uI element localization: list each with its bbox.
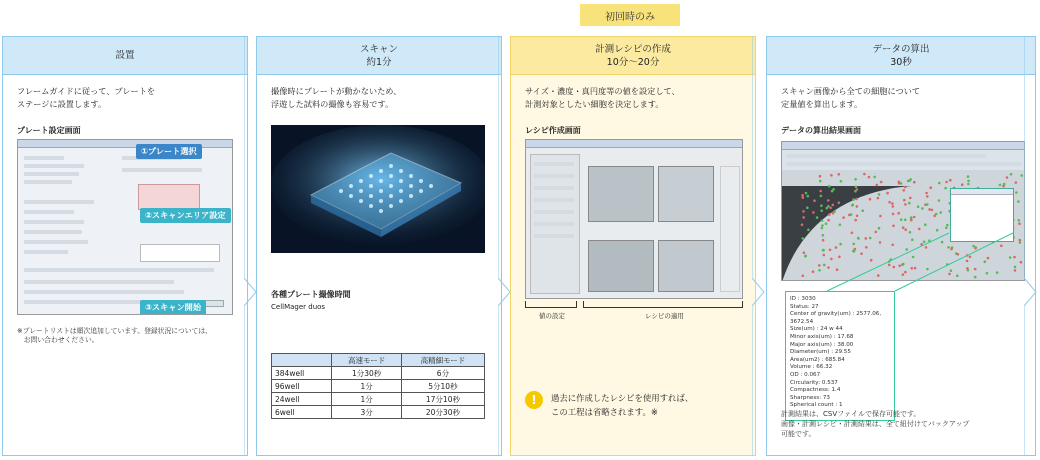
data-line: ID : 3030 [790, 296, 816, 302]
step-title: データの算出 [872, 43, 930, 55]
micrograph-1 [588, 166, 654, 222]
step-duration: 約1分 [366, 56, 392, 68]
step-scan-panel [256, 36, 502, 456]
plate-setting-screenshot [17, 139, 233, 315]
data-line: Minor axis(um) : 17.68 [790, 333, 854, 340]
step-duration: 30秒 [890, 56, 912, 68]
data-line: Circularity: 0.537 [790, 379, 838, 386]
first-time-only-badge: 初回時のみ [580, 4, 680, 26]
arrow-end [1024, 36, 1038, 456]
table-cell: 17分10秒 [401, 393, 484, 406]
well-plate-photo [271, 125, 485, 253]
step-description: 撮像時にプレートが動かないため、 浮遊した試料の撮像も容易です。 [271, 86, 402, 109]
step-recipe-panel [510, 36, 756, 456]
plate-list-note: ※プレートリストは順次追加しています。登録状況については、 お問い合わせください。 [17, 327, 212, 344]
step-header [3, 37, 247, 75]
step-duration: 10分～20分 [606, 56, 660, 68]
table-title: 各種プレート撮像時間 [271, 290, 351, 299]
step-description: フレームガイドに従って、プレートを ステージに設置します。 [17, 86, 156, 109]
micrograph-2 [658, 166, 714, 222]
data-line: Center of gravity(um) : 2577.06, 3672.54 [790, 311, 882, 325]
data-line: Sharpness: 73 [790, 394, 830, 401]
step-title: 計測レシピの作成 [595, 43, 671, 55]
data-line: OD : 0.067 [790, 371, 821, 378]
table-cell: 384well [272, 367, 332, 380]
table-header-cell: 高速モード [332, 354, 401, 367]
data-line: Volume : 66.32 [790, 364, 833, 371]
screen-title: レシピ作成画面 [525, 126, 581, 135]
callout-scan-area: ②スキャンエリア設定 [140, 208, 231, 223]
bracket-label-apply: レシピの適用 [645, 312, 684, 320]
step-calc-panel [766, 36, 1036, 456]
callout-scan-start: ③スキャン開始 [140, 300, 206, 315]
step-description: サイズ・濃度・真円度等の値を設定して、 計測対象としたい細胞を決定します。 [525, 86, 680, 109]
table-row [272, 367, 485, 380]
arrow-step-3-4 [752, 36, 766, 456]
data-line: Diameter(um) : 29.55 [790, 349, 851, 356]
table-cell: 1分 [332, 393, 401, 406]
table-cell: 1分30秒 [332, 367, 401, 380]
data-line: Size(um) : 24 w 44 [790, 326, 843, 333]
micrograph-3 [588, 240, 654, 292]
table-row [272, 380, 485, 393]
bracket-label-settings: 値の設定 [539, 312, 565, 320]
imaging-time-table [271, 353, 485, 419]
data-line: Major axis(um) : 38.00 [790, 341, 854, 348]
table-cell: 6well [272, 406, 332, 419]
window-titlebar [526, 140, 742, 148]
table-cell: 20分30秒 [401, 406, 484, 419]
data-line: Status: 27 [790, 303, 819, 310]
table-caption: CellMager duos [271, 303, 326, 311]
step-title: スキャン [359, 43, 398, 55]
table-cell: 6分 [401, 367, 484, 380]
screen-title: データの算出結果画面 [781, 126, 861, 135]
step-title: 設置 [115, 50, 135, 61]
micrograph-4 [658, 240, 714, 292]
data-line: Spherical count : 1 [790, 402, 843, 409]
step-install-panel [2, 36, 248, 456]
recipe-screenshot [525, 139, 743, 299]
table-cell: 5分10秒 [401, 380, 484, 393]
exclamation-icon: ! [525, 391, 543, 409]
step-description: スキャン画像から全ての細胞について 定量値を算出します。 [781, 86, 921, 109]
plate-grid [138, 184, 200, 210]
recipe-reuse-tip: ! 過去に作成したレシピを使用すれば、 この工程は省略されます。※ [525, 391, 745, 419]
callout-plate-select: ①プレート選択 [136, 144, 202, 159]
table-header-cell: 高精細モード [401, 354, 484, 367]
table-cell: 3分 [332, 406, 401, 419]
table-row [272, 406, 485, 419]
data-line: Area(um2) : 685.84 [790, 356, 845, 363]
step-header [257, 37, 501, 75]
csv-export-note: 計測結果は、CSVファイルで保存可能です。 画像・計測レシピ・計測結果は、全て紐付けてバックアップ 可能です。 [781, 410, 970, 438]
table-header-cell [272, 354, 332, 367]
table-cell: 96well [272, 380, 332, 393]
data-line: Compactness: 1.4 [790, 387, 841, 394]
screen-title: プレート設定画面 [17, 126, 81, 135]
table-cell: 24well [272, 393, 332, 406]
table-cell: 1分 [332, 380, 401, 393]
table-row [272, 393, 485, 406]
step-header [511, 37, 755, 75]
cell-data-readout [785, 291, 895, 421]
